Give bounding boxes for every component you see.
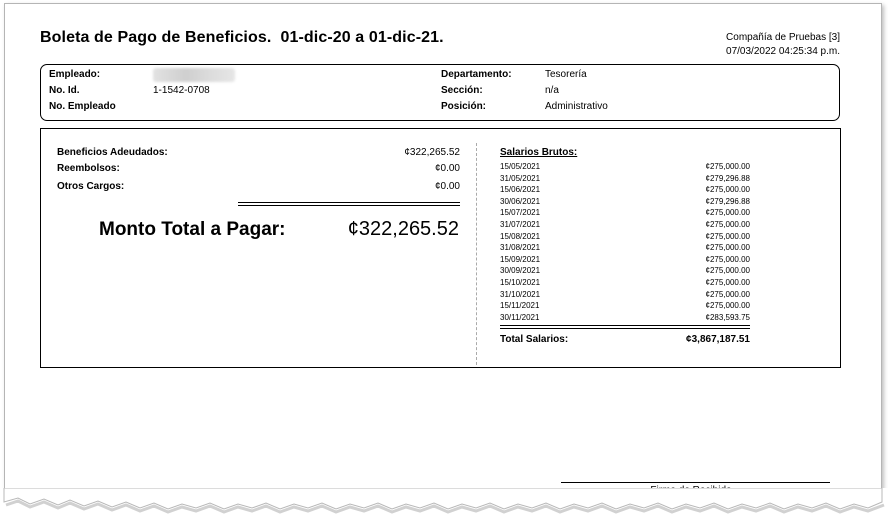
benefits-label: Beneficios Adeudados:	[57, 147, 168, 158]
salary-row	[500, 207, 750, 219]
salary-amount: ¢275,000.00	[705, 162, 750, 171]
salary-date: 15/10/2021	[500, 277, 541, 287]
salary-date: 30/11/2021	[500, 312, 540, 322]
salaries-total-value: ¢3,867,187.51	[686, 334, 750, 345]
company-name: Compañía de Pruebas [3]	[726, 32, 840, 43]
salary-date: 15/11/2021	[500, 301, 540, 311]
salary-amount: ¢275,000.00	[705, 266, 750, 276]
salary-date: 15/07/2021	[500, 208, 541, 218]
salary-date: 15/08/2021	[500, 231, 541, 241]
salary-amount: ¢275,000.00	[705, 185, 750, 195]
employee-name-redacted	[153, 68, 235, 82]
other-charges-label: Otros Cargos:	[57, 181, 125, 192]
salary-date: 30/09/2021	[500, 266, 541, 276]
salary-amount: ¢275,000.00	[705, 219, 750, 229]
salary-row	[500, 300, 750, 312]
print-datetime: 07/03/2022 04:25:34 p.m.	[726, 46, 840, 57]
salary-row	[500, 312, 750, 324]
salary-row	[500, 231, 750, 243]
salary-row	[500, 219, 750, 231]
salary-row	[500, 196, 750, 208]
salary-date: 31/07/2021	[500, 219, 541, 229]
employee-info-box	[40, 64, 840, 121]
salary-date: 15/06/2021	[500, 185, 541, 195]
label-departamento: Departamento:	[441, 69, 512, 80]
salaries-total-row	[500, 334, 750, 345]
salary-amount: ¢283,593.75	[705, 312, 750, 322]
torn-edge	[0, 488, 888, 526]
salary-amount: ¢279,296.88	[705, 196, 750, 206]
label-empleado: Empleado:	[49, 69, 101, 80]
salary-date: 31/08/2021	[500, 243, 541, 253]
payment-details-box	[40, 128, 841, 368]
posicion-value: Administrativo	[545, 101, 608, 112]
salary-date: 30/06/2021	[500, 196, 541, 206]
salary-amount: ¢279,296.88	[705, 173, 750, 183]
salary-date: 31/10/2021	[500, 289, 541, 299]
salary-row	[500, 265, 750, 277]
seccion-value: n/a	[545, 85, 559, 96]
label-id: No. Id.	[49, 85, 80, 96]
total-to-pay-label: Monto Total a Pagar:	[99, 219, 286, 240]
other-charges-value: ¢0.00	[434, 181, 460, 192]
salaries-title: Salarios Brutos:	[500, 147, 578, 158]
salary-date: 15/05/2021	[500, 162, 541, 171]
reimbursements-label: Reembolsos:	[57, 163, 120, 174]
subtotal-double-line	[238, 202, 460, 206]
signature-line	[561, 482, 830, 483]
employee-id: 1-1542-0708	[153, 85, 210, 96]
salary-row	[500, 277, 750, 289]
salary-row	[500, 254, 750, 266]
salary-date: 31/05/2021	[500, 173, 541, 183]
benefits-value: ¢322,265.52	[404, 147, 460, 158]
label-no-empleado: No. Empleado	[49, 101, 116, 112]
salary-row	[500, 289, 750, 301]
total-to-pay-value: ¢322,265.52	[347, 218, 459, 240]
salary-amount: ¢275,000.00	[705, 289, 750, 299]
salary-amount: ¢275,000.00	[705, 208, 750, 218]
document-title: Boleta de Pago de Beneficios. 01-dic-20 a 01-dic-21.	[40, 29, 444, 46]
salary-row	[500, 242, 750, 254]
label-posicion: Posición:	[441, 101, 487, 112]
column-divider	[476, 143, 477, 365]
salary-amount: ¢275,000.00	[705, 231, 750, 241]
salaries-list	[500, 161, 750, 323]
salary-date: 15/09/2021	[500, 254, 541, 264]
salaries-total-label: Total Salarios:	[500, 334, 569, 345]
salary-amount: ¢275,000.00	[705, 243, 750, 253]
departamento-value: Tesorería	[545, 69, 587, 80]
salary-row	[500, 184, 750, 196]
salary-amount: ¢275,000.00	[705, 254, 750, 264]
label-seccion: Sección:	[441, 85, 483, 96]
salary-row	[500, 161, 750, 173]
salary-amount: ¢275,000.00	[705, 277, 750, 287]
reimbursements-value: ¢0.00	[434, 163, 460, 174]
salary-row	[500, 173, 750, 185]
salary-amount: ¢275,000.00	[705, 301, 750, 311]
salaries-double-line	[500, 325, 750, 329]
company-info	[726, 31, 840, 59]
